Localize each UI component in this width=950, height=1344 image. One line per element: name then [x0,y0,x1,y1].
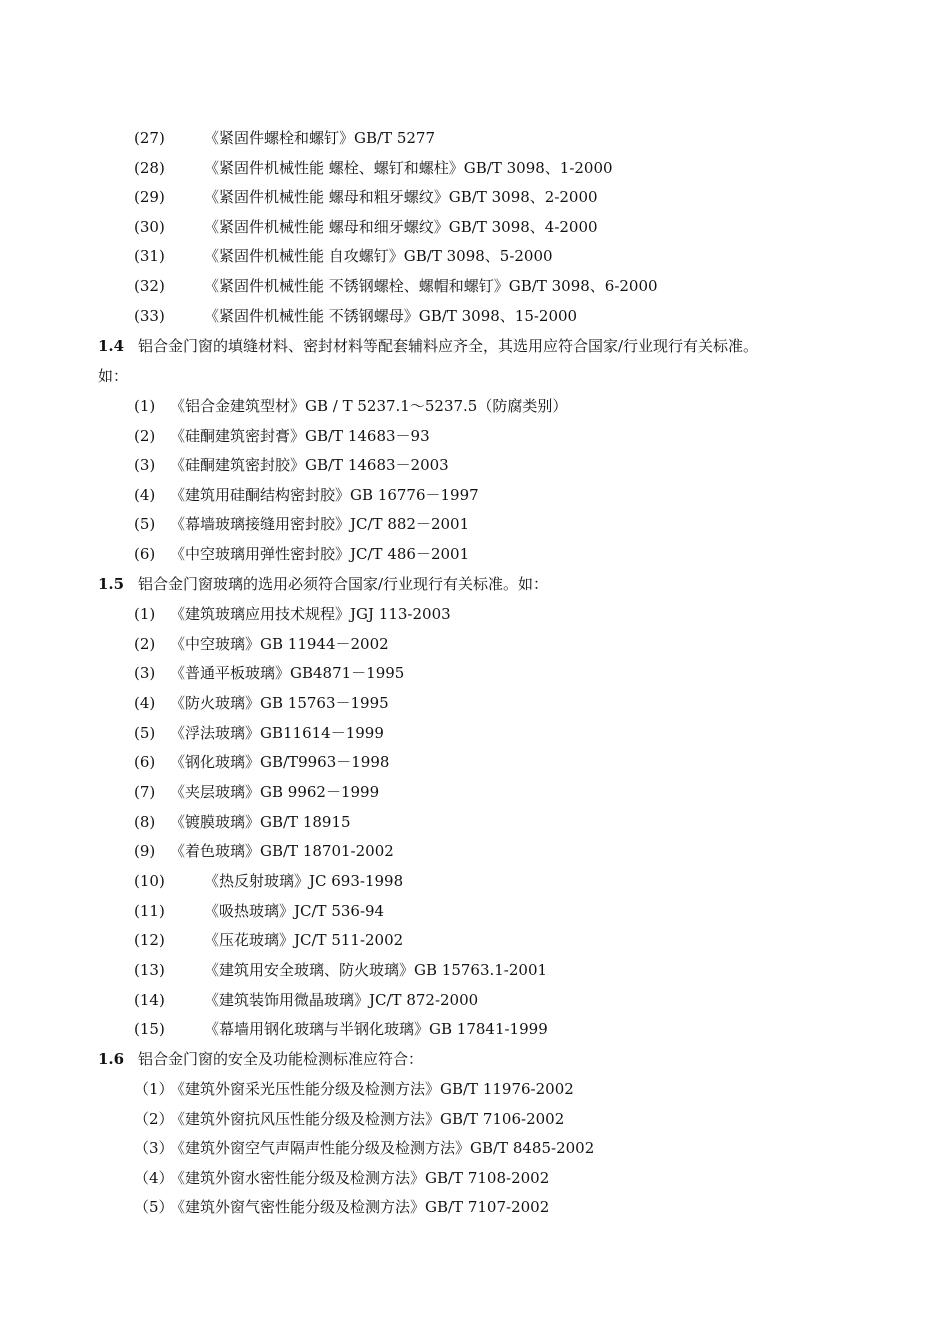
section-heading-1-5 [98,571,548,597]
item-number: (10) [134,872,165,890]
item-text: 《紧固件机械性能 自攻螺钉》GB/T 3098、5-2000 [204,247,553,265]
list-item [134,452,449,478]
section-text: 铝合金门窗的填缝材料、密封材料等配套辅料应齐全，其选用应符合国家/行业现行有关标准。 [138,337,759,355]
section-text: 铝合金门窗的安全及功能检测标准应符合： [138,1050,424,1068]
item-text: 《普通平板玻璃》GB4871－1995 [170,664,405,682]
item-text: 《建筑外窗水密性能分级及检测方法》GB/T 7108-2002 [170,1169,550,1187]
list-item [134,868,403,894]
item-text: 《硅酮建筑密封膏》GB/T 14683－93 [170,427,430,445]
item-text: 《建筑玻璃应用技术规程》JGJ 113-2003 [170,605,451,623]
item-number: (13) [134,961,165,979]
item-number: (29) [134,188,165,206]
item-number: (9) [134,842,156,860]
item-number: (32) [134,277,165,295]
item-number: (4) [134,486,156,504]
item-number: (3) [134,664,156,682]
item-text: 《镀膜玻璃》GB/T 18915 [170,813,351,831]
section-heading-1-4 [98,333,758,359]
list-item [134,423,430,449]
item-text: 《紧固件机械性能 螺母和细牙螺纹》GB/T 3098、4-2000 [204,218,598,236]
item-text: 《压花玻璃》JC/T 511-2002 [204,931,404,949]
item-number: （4） [134,1169,174,1187]
item-number: (7) [134,783,156,801]
list-item [134,273,658,299]
list-item [134,1076,574,1102]
item-text: 《热反射玻璃》JC 693-1998 [204,872,404,890]
item-number: (31) [134,247,165,265]
list-item [134,749,389,775]
item-text: 《中空玻璃》GB 11944－2002 [170,635,389,653]
list-item [134,809,351,835]
list-item [134,184,598,210]
item-number: (8) [134,813,156,831]
item-number: (12) [134,931,165,949]
section-heading-1-6 [98,1046,423,1072]
item-text: 《建筑外窗采光压性能分级及检测方法》GB/T 11976-2002 [170,1080,574,1098]
item-text: 《浮法玻璃》GB11614－1999 [170,724,384,742]
item-number: (15) [134,1020,165,1038]
list-item [134,987,478,1013]
list-item [134,1106,564,1132]
item-text: 《紧固件机械性能 螺栓、螺钉和螺柱》GB/T 3098、1-2000 [204,159,613,177]
list-item [134,1016,548,1042]
item-text: 《幕墙用钢化玻璃与半钢化玻璃》GB 17841-1999 [204,1020,548,1038]
item-number: (30) [134,218,165,236]
list-item [134,1165,549,1191]
section-text: 铝合金门窗玻璃的选用必须符合国家/行业现行有关标准。如： [138,575,549,593]
item-text: 《紧固件机械性能 不锈钢螺栓、螺帽和螺钉》GB/T 3098、6-2000 [204,277,658,295]
list-item [134,1135,594,1161]
item-text: 《建筑用硅酮结构密封胶》GB 16776－1997 [170,486,479,504]
section-number: 1.5 [98,575,125,593]
section-continuation: 如： [98,367,129,385]
list-item [134,125,435,151]
list-item [134,303,577,329]
list-item [134,838,394,864]
item-number: (5) [134,515,156,533]
section-number: 1.6 [98,1050,125,1068]
list-item [134,779,379,805]
item-number: (6) [134,545,156,563]
item-number: (1) [134,397,156,415]
list-item [134,393,567,419]
item-text: 《紧固件机械性能 螺母和粗牙螺纹》GB/T 3098、2-2000 [204,188,598,206]
list-item [134,660,404,686]
item-number: (2) [134,635,156,653]
section-number: 1.4 [98,337,125,355]
item-number: (33) [134,307,165,325]
item-text: 《建筑外窗气密性能分级及检测方法》GB/T 7107-2002 [170,1198,550,1216]
item-text: 《中空玻璃用弹性密封胶》JC/T 486－2001 [170,545,470,563]
list-item [134,631,389,657]
item-number: （2） [134,1110,174,1128]
list-item [134,720,384,746]
item-number: （5） [134,1198,174,1216]
item-text: 《硅酮建筑密封胶》GB/T 14683－2003 [170,456,449,474]
item-text: 《夹层玻璃》GB 9962－1999 [170,783,380,801]
list-item [134,601,451,627]
item-text: 《建筑外窗空气声隔声性能分级及检测方法》GB/T 8485-2002 [170,1139,595,1157]
item-number: (11) [134,902,165,920]
item-number: (27) [134,129,165,147]
item-text: 《铝合金建筑型材》GB / T 5237.1～5237.5（防腐类别） [170,397,568,415]
item-text: 《建筑用安全玻璃、防火玻璃》GB 15763.1-2001 [204,961,548,979]
list-item [134,214,598,240]
item-text: 《建筑外窗抗风压性能分级及检测方法》GB/T 7106-2002 [170,1110,565,1128]
item-number: （3） [134,1139,174,1157]
item-number: (2) [134,427,156,445]
item-text: 《幕墙玻璃接缝用密封胶》JC/T 882－2001 [170,515,470,533]
item-text: 《紧固件螺栓和螺钉》GB/T 5277 [204,129,436,147]
item-number: (5) [134,724,156,742]
item-number: (28) [134,159,165,177]
list-item [134,927,403,953]
item-number: (3) [134,456,156,474]
item-number: (4) [134,694,156,712]
item-number: (1) [134,605,156,623]
list-item [134,243,553,269]
list-item [134,541,469,567]
list-item [134,957,547,983]
list-item [134,155,613,181]
item-number: (14) [134,991,165,1009]
list-item [134,511,469,537]
item-text: 《紧固件机械性能 不锈钢螺母》GB/T 3098、15-2000 [204,307,578,325]
item-text: 《防火玻璃》GB 15763－1995 [170,694,389,712]
item-text: 《着色玻璃》GB/T 18701-2002 [170,842,394,860]
item-number: （1） [134,1080,174,1098]
list-item [134,482,479,508]
list-item [134,1194,549,1220]
item-text: 《钢化玻璃》GB/T9963－1998 [170,753,390,771]
list-item [134,690,389,716]
list-item [134,898,384,924]
item-text: 《建筑装饰用微晶玻璃》JC/T 872-2000 [204,991,479,1009]
item-number: (6) [134,753,156,771]
item-text: 《吸热玻璃》JC/T 536-94 [204,902,385,920]
